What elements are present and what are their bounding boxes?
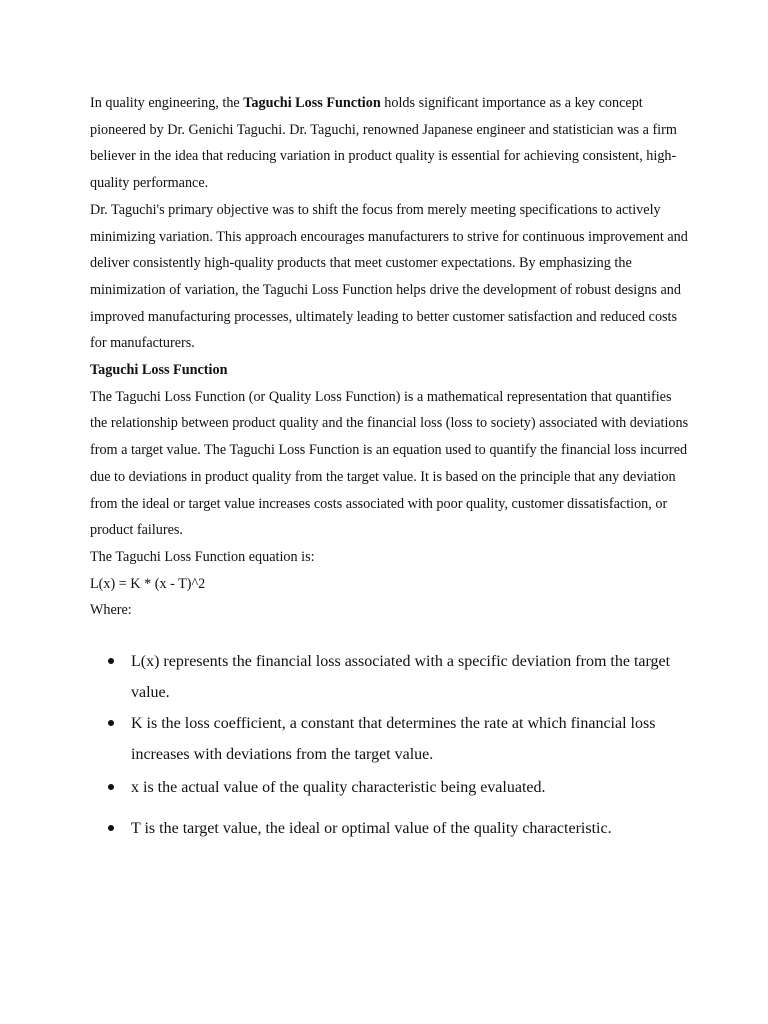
bullet-icon bbox=[108, 658, 114, 664]
list-item-text: K is the loss coefficient, a constant that determines the rate at which financial loss increases with deviations from the target value. bbox=[131, 715, 656, 763]
list-item bbox=[90, 708, 690, 770]
intro-text-start: In quality engineering, the bbox=[90, 95, 244, 111]
list-item bbox=[90, 813, 690, 844]
equation-intro: The Taguchi Loss Function equation is: bbox=[90, 548, 315, 565]
definition-paragraph bbox=[90, 384, 690, 544]
bullet-icon bbox=[108, 784, 114, 790]
equation: L(x) = K * (x - T)^2 bbox=[90, 575, 206, 592]
bullet-icon bbox=[108, 825, 114, 831]
intro-paragraph bbox=[90, 90, 690, 197]
objective-paragraph bbox=[90, 197, 690, 357]
list-item-text: x is the actual value of the quality characteristic being evaluated. bbox=[131, 779, 546, 796]
list-item-text: T is the target value, the ideal or optimal value of the quality characteristic. bbox=[131, 820, 612, 837]
document-page bbox=[90, 90, 690, 624]
definition-text: The Taguchi Loss Function (or Quality Loss Function) is a mathematical representation that quantifies the relationship between product quality and the financial loss (loss to society) associated with deviations from a target value. The Taguchi Loss Function is an equation used to quantify the financial loss incurred due to deviations in product quality from the target value. It is based on the principle that any deviation from the ideal or target value increases costs associated with poor quality, customer dissatisfaction, or product failures. bbox=[90, 388, 689, 539]
intro-bold-term: Taguchi Loss Function bbox=[243, 95, 381, 111]
where-label: Where: bbox=[90, 602, 132, 619]
list-item-text: L(x) represents the financial loss associated with a specific deviation from the target value. bbox=[131, 653, 671, 701]
intro-text-rest: holds significant importance as a key concept pioneered by Dr. Genichi Taguchi. Dr. Taguchi, renowned Japanese engineer and statistician was a firm believer in the idea that reducing variation in product quality is essential for achieving consistent, high-quality performance. bbox=[90, 95, 677, 192]
bullet-icon bbox=[108, 720, 114, 726]
definitions-list bbox=[90, 646, 690, 844]
section-heading: Taguchi Loss Function bbox=[90, 362, 228, 379]
list-item bbox=[90, 772, 690, 803]
objective-text: Dr. Taguchi's primary objective was to shift the focus from merely meeting specifications to actively minimizing variation. This approach encourages manufacturers to strive for continuous improvement and deliver consistently high-quality products that meet customer expectations. By emphasizing the minimization of variation, the Taguchi Loss Function helps drive the development of robust designs and improved manufacturing processes, ultimately leading to better customer satisfaction and reduced costs for manufacturers. bbox=[90, 201, 688, 352]
list-item bbox=[90, 646, 690, 708]
